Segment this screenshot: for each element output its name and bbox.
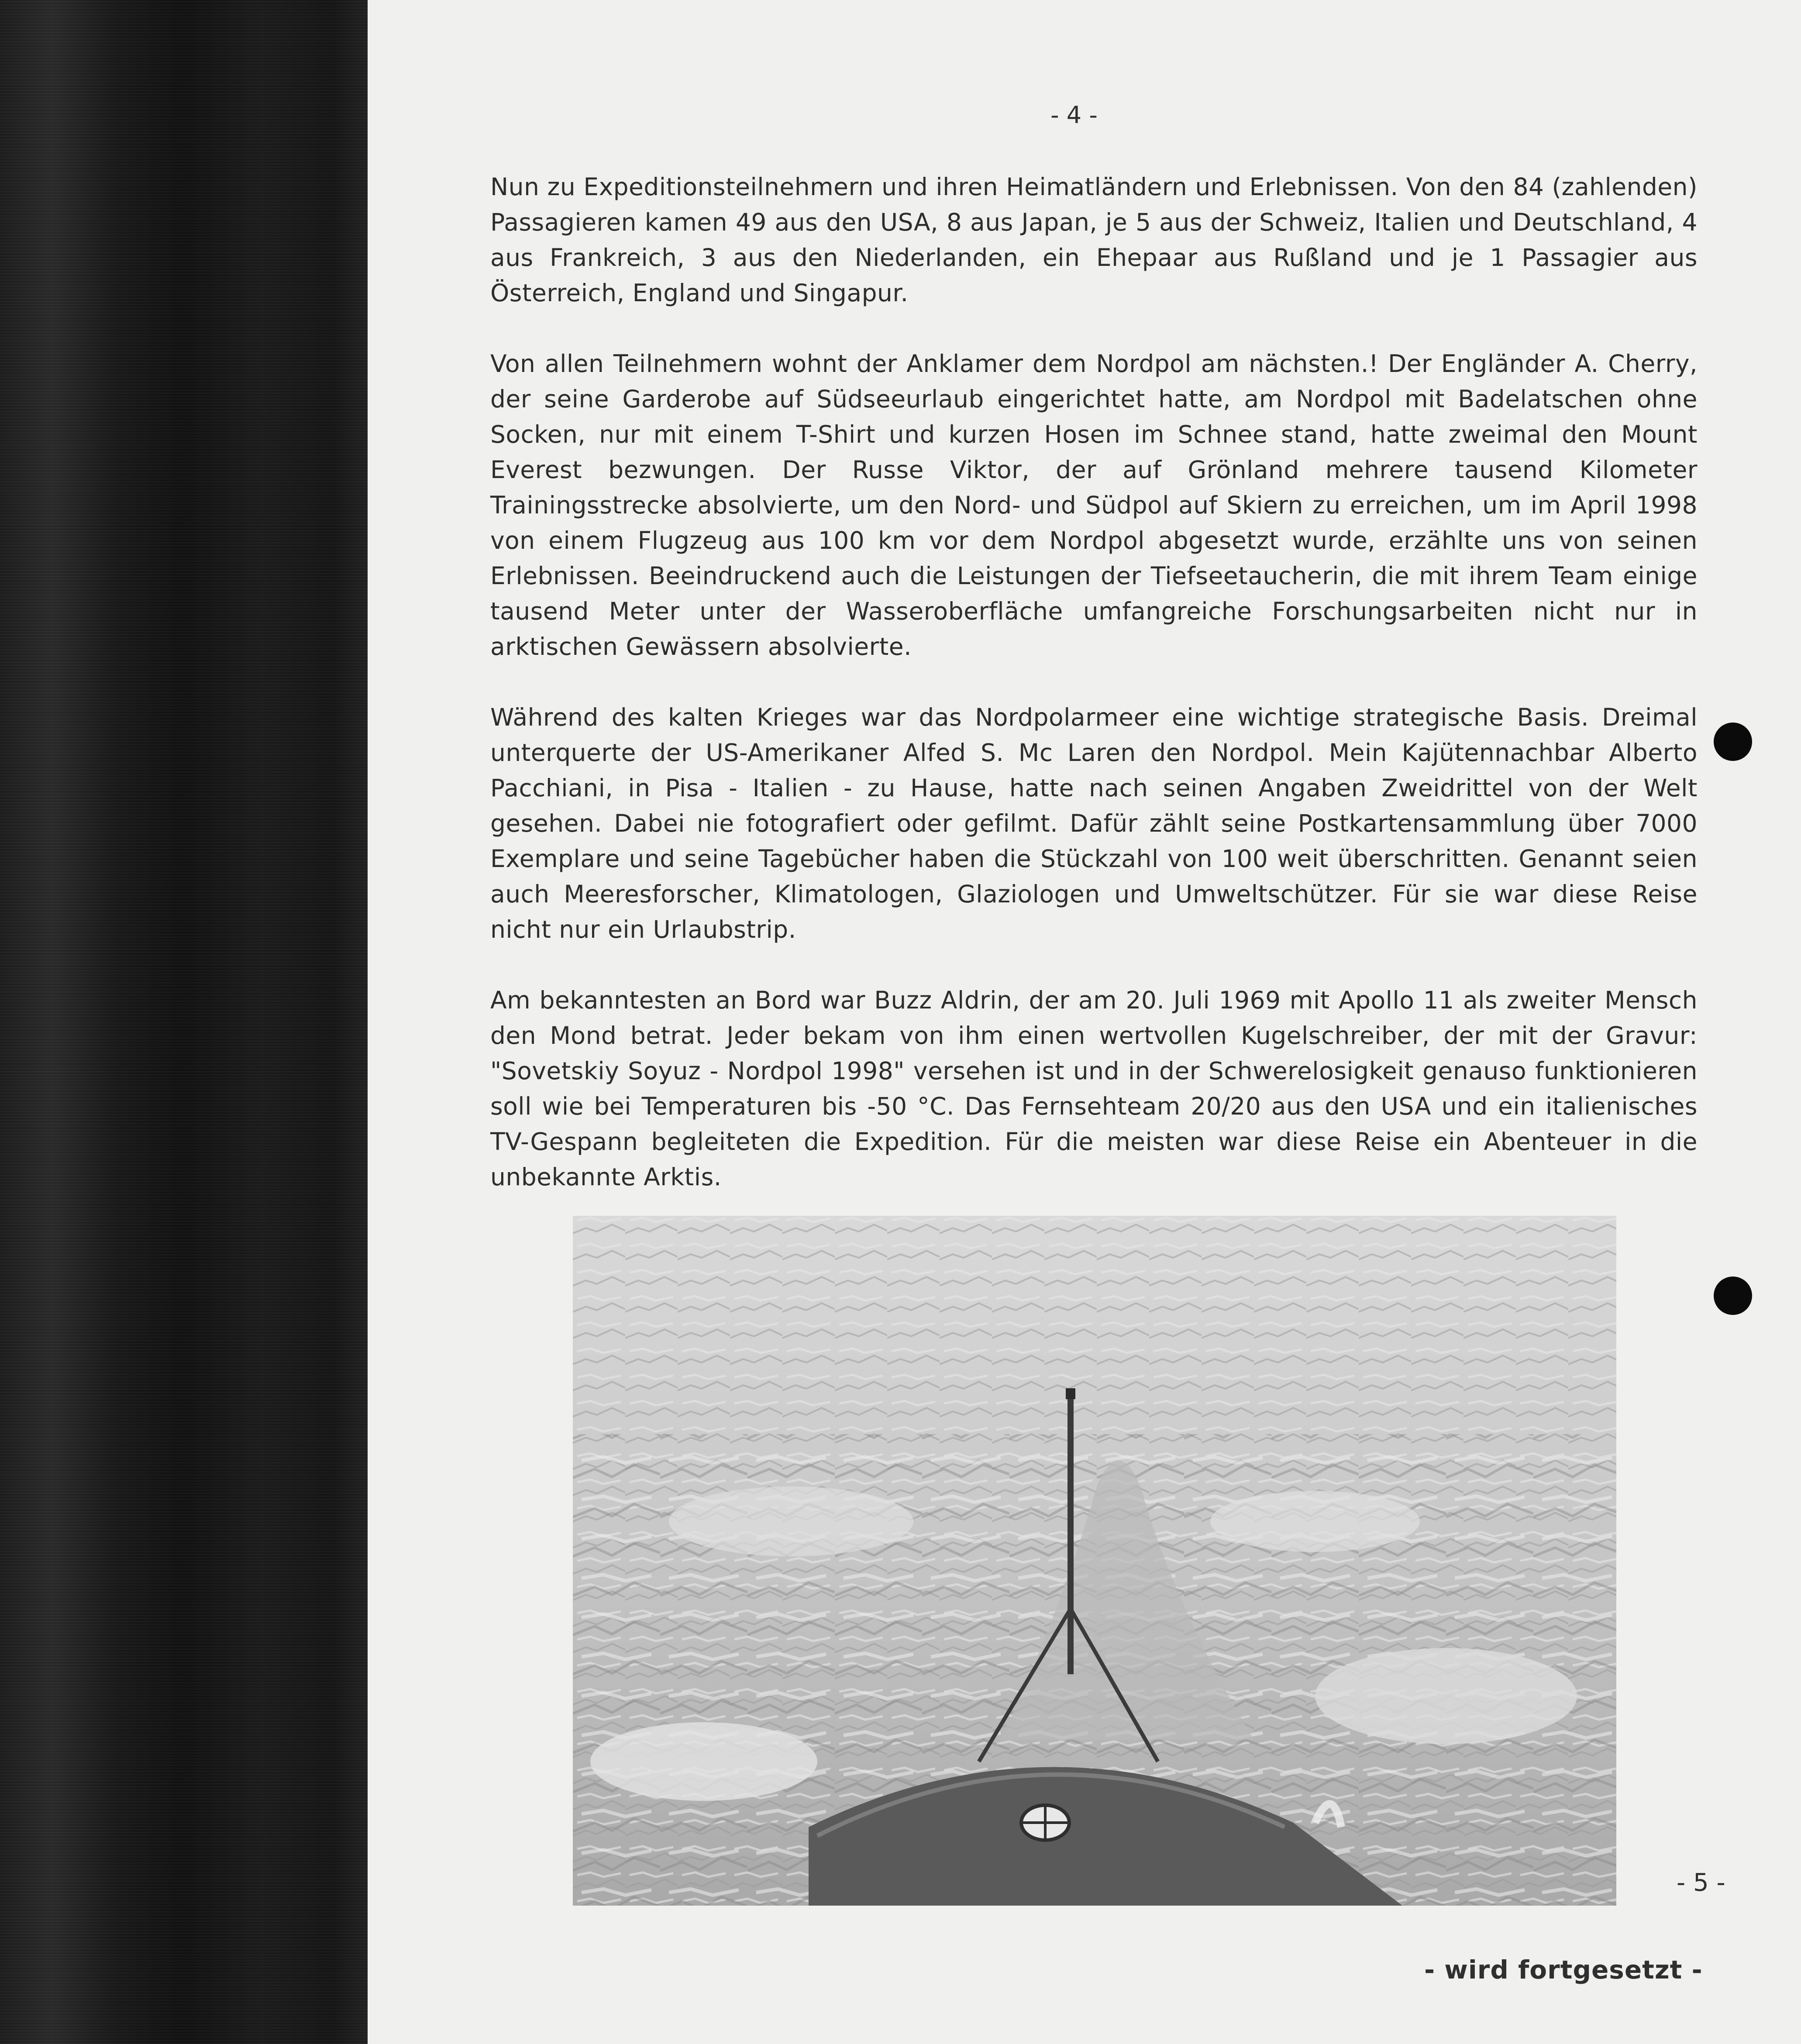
paragraph-buzz-aldrin: Am bekanntesten an Bord war Buzz Aldrin, der am 20. Juli 1969 mit Apollo 11 als zweiter Mensch den Mond betrat. Jeder bekam von ihm einen wertvollen Kugelschreiber, der mit der Gravur: "Sovetskiy Soyuz - Nordpol 1998" versehen ist und in der Schwerelosigkeit genauso funktionieren soll wie bei Temperaturen bis -50 °C. Das Fernsehteam 20/20 aus den USA und ein italienisches TV-Gespann begleiteten die Expedition. Für die meisten war diese Reise ein Abenteuer in die unbekannte Arktis. [490, 986, 1698, 1191]
paragraph-participants: Nun zu Expeditionsteilnehmern und ihren Heimatländern und Erlebnissen. Von den 84 (zahlenden) Passagieren kamen 49 aus den USA, 8 aus Japan, je 5 aus der Schweiz, Italien und Deutschland, 4 aus Frankreich, 3 aus den Niederlanden, ein Ehepaar aus Rußland und je 1 Passagier aus Österreich, England und Singapur. [490, 173, 1698, 307]
scanner-dark-edge [0, 0, 368, 2044]
punch-hole-bottom [1714, 1277, 1752, 1315]
next-page-number: - 5 - [1677, 1869, 1725, 1897]
icebreaker-photo-illustration [573, 1216, 1616, 1906]
document-body [490, 169, 1698, 1230]
paragraph-notable-travellers: Von allen Teilnehmern wohnt der Anklamer dem Nordpol am nächsten.! Der Engländer A. Cherry, der seine Garderobe auf Südseeurlaub eingerichtet hatte, am Nordpol mit Badelatschen ohne Socken, nur mit einem T-Shirt und kurzen Hosen im Schnee stand, hatte zweimal den Mount Everest bezwungen. Der Russe Viktor, der auf Grönland mehrere tausend Kilometer Trainingsstrecke absolvierte, um den Nord- und Südpol auf Skiern zu erreichen, um im April 1998 von einem Flugzeug aus 100 km vor dem Nordpol abgesetzt wurde, erzählte uns von seinen Erlebnissen. Beeindruckend auch die Leistungen der Tiefseetaucherin, die mit ihrem Team einige tausend Meter unter der Wasseroberfläche umfangreiche Forschungsarbeiten nicht nur in arktischen Gewässern absolvierte. [490, 350, 1698, 661]
page-number: - 4 - [1050, 101, 1098, 129]
continued-note: - wird fortgesetzt - [1424, 1955, 1703, 1985]
paragraph-cold-war: Während des kalten Krieges war das Nordpolarmeer eine wichtige strategische Basis. Dreimal unterquerte der US-Amerikaner Alfed S. Mc Laren den Nordpol. Mein Kajütennachbar Alberto Pacchiani, in Pisa - Italien - zu Hause, hatte nach seinen Angaben Zweidrittel von der Welt gesehen. Dabei nie fotografiert oder gefilmt. Dafür zählt seine Postkartensammlung über 7000 Exemplare und seine Tagebücher haben die Stückzahl von 100 weit überschritten. Genannt seien auch Meeresforscher, Klimatologen, Glaziologen und Umweltschützer. Für sie war diese Reise nicht nur ein Urlaubstrip. [490, 703, 1698, 943]
punch-hole-top [1714, 723, 1752, 761]
photo-icebreaker-bow [573, 1216, 1616, 1906]
